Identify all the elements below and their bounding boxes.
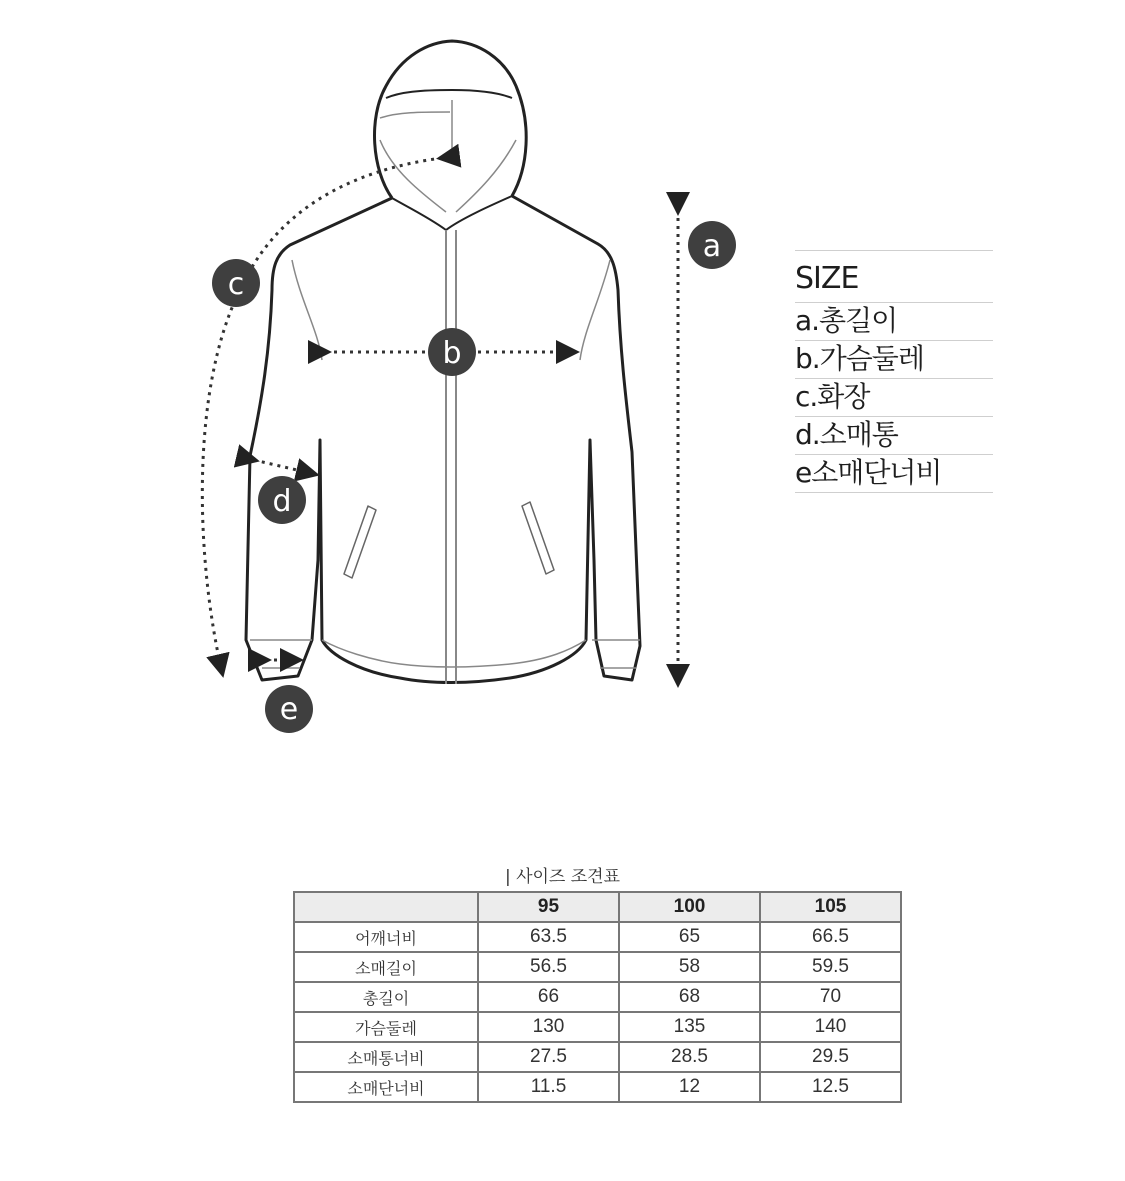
legend-item-a: a.총길이 [795,303,993,341]
table-header-row [294,892,901,922]
table-row [294,952,901,982]
row-label: 소매단너비 [294,1072,478,1102]
table-cell: 68 [619,982,760,1012]
legend-item-d: d.소매통 [795,417,993,455]
table-cell: 12.5 [760,1072,901,1102]
row-label: 총길이 [294,982,478,1012]
table-cell: 65 [619,922,760,952]
table-cell: 29.5 [760,1042,901,1072]
row-label: 소매길이 [294,952,478,982]
table-cell: 135 [619,1012,760,1042]
table-cell: 28.5 [619,1042,760,1072]
marker-d [258,476,306,524]
table-row [294,1072,901,1102]
table-row [294,1042,901,1072]
measurement-lines [202,158,678,682]
table-cell: 12 [619,1072,760,1102]
marker-a-label: a [702,229,722,264]
row-label: 소매통너비 [294,1042,478,1072]
table-cell: 56.5 [478,952,619,982]
table-row [294,922,901,952]
legend-item-c: c.화장 [795,379,993,417]
marker-c [212,259,260,307]
header-cell: 100 [619,892,760,922]
row-label: 가슴둘레 [294,1012,478,1042]
table-cell: 66.5 [760,922,901,952]
table-cell: 70 [760,982,901,1012]
table-row [294,982,901,1012]
header-cell: 95 [478,892,619,922]
size-legend [795,250,993,493]
table-cell: 27.5 [478,1042,619,1072]
table-row [294,1012,901,1042]
header-cell [294,892,478,922]
legend-title: SIZE [795,251,993,303]
row-label: 어깨너비 [294,922,478,952]
table-cell: 59.5 [760,952,901,982]
marker-a [688,221,736,269]
marker-e [265,685,313,733]
table-cell: 63.5 [478,922,619,952]
size-table-caption: | 사이즈 조견표 [504,867,621,887]
table-cell: 66 [478,982,619,1012]
marker-e-label: e [279,692,299,727]
marker-d-label: d [272,484,292,519]
legend-item-b: b.가슴둘레 [795,341,993,379]
header-cell: 105 [760,892,901,922]
marker-b-label: b [442,336,462,371]
table-cell: 130 [478,1012,619,1042]
table-cell: 58 [619,952,760,982]
table-cell: 140 [760,1012,901,1042]
size-table [293,891,902,1103]
legend-item-e: e소매단너비 [795,455,993,493]
marker-c-label: c [227,267,245,302]
marker-b [428,328,476,376]
table-cell: 11.5 [478,1072,619,1102]
